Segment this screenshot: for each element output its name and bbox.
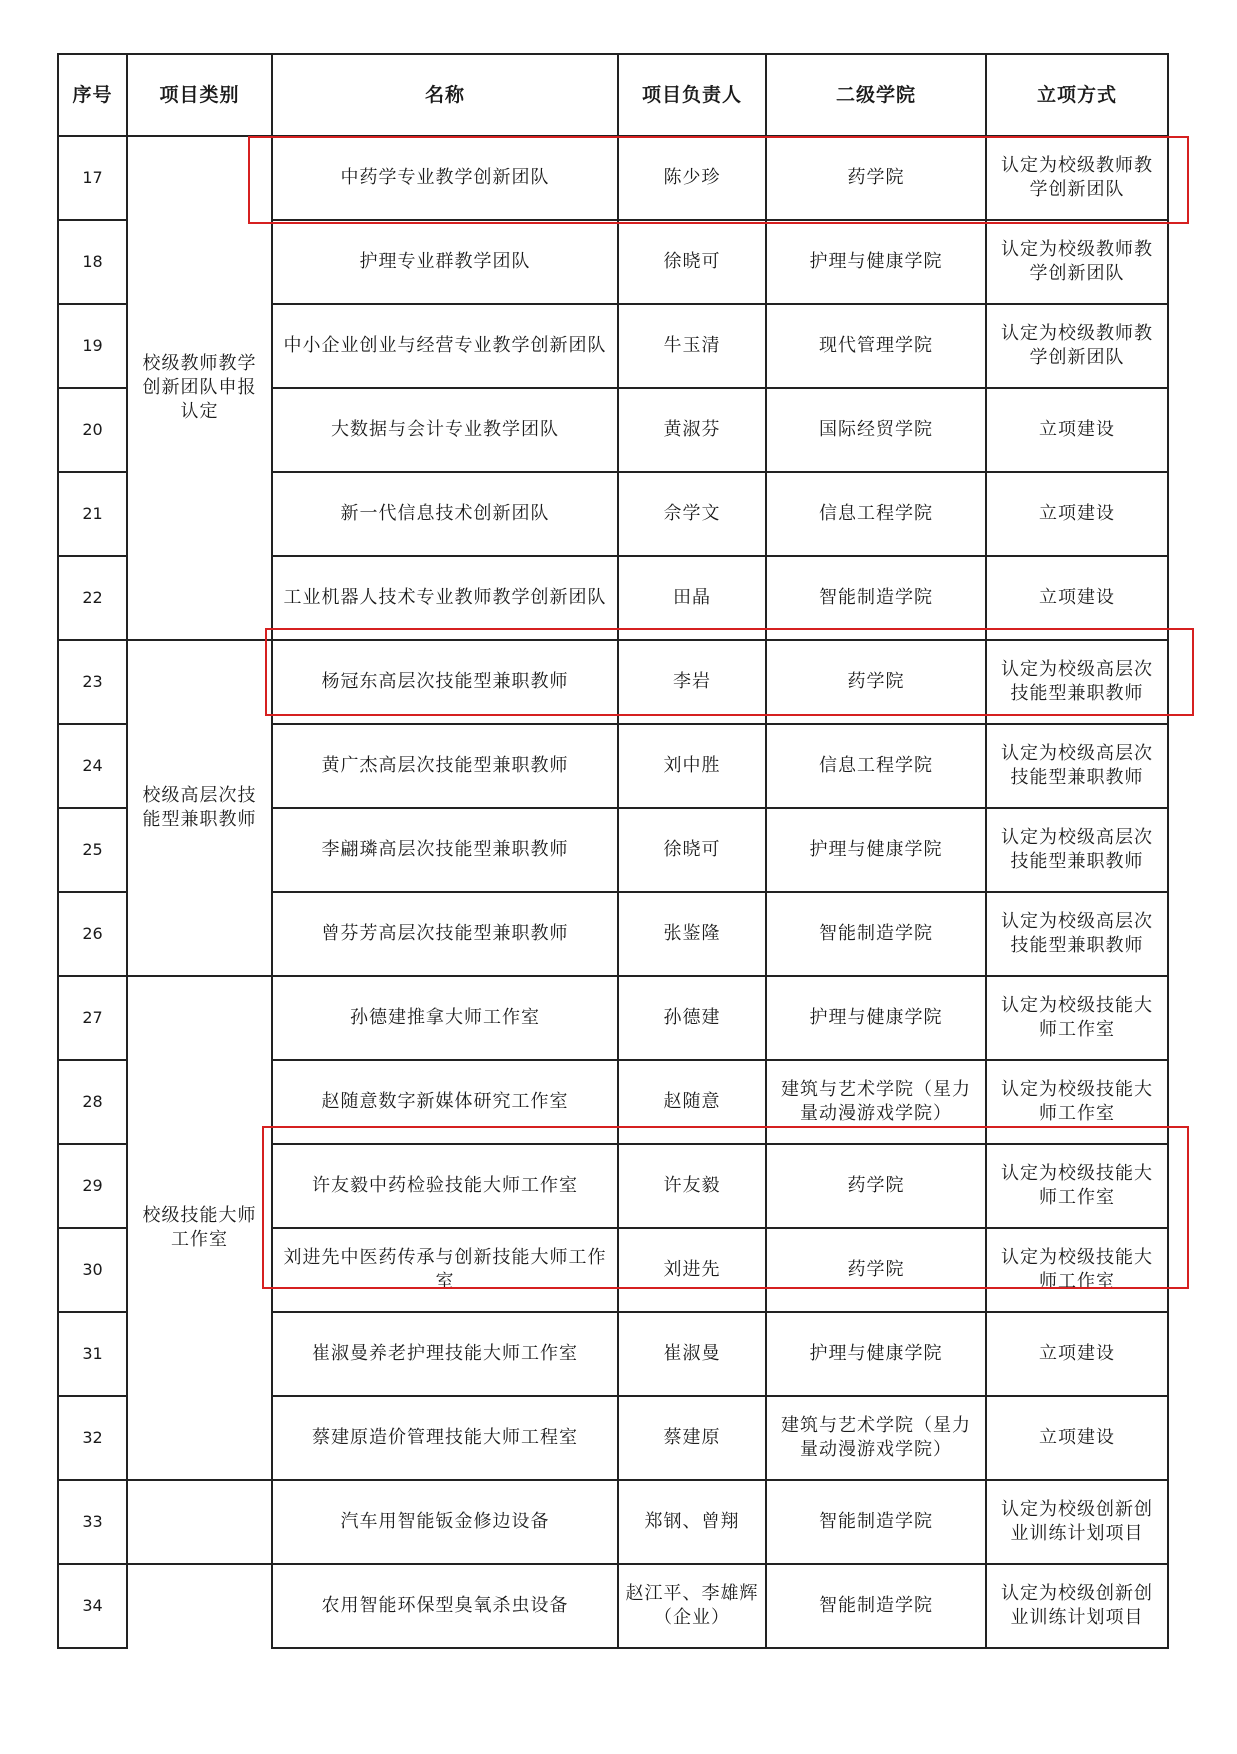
cell-leader: 牛玉清: [618, 304, 766, 388]
cell-leader: 蔡建原: [618, 1396, 766, 1480]
cell-method: 立项建设: [986, 556, 1168, 640]
cell-method: 认定为校级技能大师工作室: [986, 976, 1168, 1060]
cell-method: 认定为校级高层次技能型兼职教师: [986, 640, 1168, 724]
cell-college: 建筑与艺术学院（星力量动漫游戏学院）: [766, 1396, 986, 1480]
cell-seq: 31: [58, 1312, 127, 1396]
category-cell-parttime: 校级高层次技能型兼职教师: [127, 640, 272, 976]
cell-college: 护理与健康学院: [766, 1312, 986, 1396]
cell-seq: 23: [58, 640, 127, 724]
cell-seq: 34: [58, 1564, 127, 1648]
cell-college: 智能制造学院: [766, 1480, 986, 1564]
cell-college: 护理与健康学院: [766, 808, 986, 892]
table-row: [58, 640, 1168, 724]
cell-name: 杨冠东高层次技能型兼职教师: [272, 640, 618, 724]
cell-college: 药学院: [766, 640, 986, 724]
cell-name: 崔淑曼养老护理技能大师工作室: [272, 1312, 618, 1396]
category-cell-blank: [127, 1480, 272, 1564]
cell-college: 护理与健康学院: [766, 220, 986, 304]
cell-method: 认定为校级技能大师工作室: [986, 1060, 1168, 1144]
cell-method: 立项建设: [986, 388, 1168, 472]
category-cell-studio: 校级技能大师工作室: [127, 976, 272, 1480]
cell-seq: 17: [58, 136, 127, 220]
cell-college: 智能制造学院: [766, 1564, 986, 1648]
cell-leader: 刘中胜: [618, 724, 766, 808]
cell-name: 许友毅中药检验技能大师工作室: [272, 1144, 618, 1228]
category-cell-blank: [127, 1564, 272, 1648]
cell-method: 认定为校级技能大师工作室: [986, 1228, 1168, 1312]
cell-name: 黄广杰高层次技能型兼职教师: [272, 724, 618, 808]
cell-seq: 20: [58, 388, 127, 472]
cell-seq: 28: [58, 1060, 127, 1144]
project-table: [57, 53, 1169, 1649]
table-header-row: [58, 54, 1168, 136]
cell-name: 护理专业群教学团队: [272, 220, 618, 304]
cell-seq: 24: [58, 724, 127, 808]
cell-name: 大数据与会计专业教学团队: [272, 388, 618, 472]
cell-method: 认定为校级高层次技能型兼职教师: [986, 892, 1168, 976]
cell-name: 新一代信息技术创新团队: [272, 472, 618, 556]
cell-method: 立项建设: [986, 1396, 1168, 1480]
cell-name: 汽车用智能钣金修边设备: [272, 1480, 618, 1564]
cell-leader: 张鉴隆: [618, 892, 766, 976]
header-category: 项目类别: [127, 54, 272, 136]
cell-method: 认定为校级教师教学创新团队: [986, 220, 1168, 304]
cell-college: 药学院: [766, 1144, 986, 1228]
cell-name: 中小企业创业与经营专业教学创新团队: [272, 304, 618, 388]
cell-leader: 赵随意: [618, 1060, 766, 1144]
cell-seq: 30: [58, 1228, 127, 1312]
cell-method: 认定为校级创新创业训练计划项目: [986, 1564, 1168, 1648]
cell-college: 智能制造学院: [766, 892, 986, 976]
header-method: 立项方式: [986, 54, 1168, 136]
header-seq: 序号: [58, 54, 127, 136]
cell-college: 药学院: [766, 1228, 986, 1312]
cell-seq: 22: [58, 556, 127, 640]
cell-name: 工业机器人技术专业教师教学创新团队: [272, 556, 618, 640]
cell-seq: 33: [58, 1480, 127, 1564]
cell-leader: 徐晓可: [618, 220, 766, 304]
cell-name: 蔡建原造价管理技能大师工程室: [272, 1396, 618, 1480]
cell-seq: 25: [58, 808, 127, 892]
cell-name: 刘进先中医药传承与创新技能大师工作室: [272, 1228, 618, 1312]
table-row: [58, 1480, 1168, 1564]
cell-name: 农用智能环保型臭氧杀虫设备: [272, 1564, 618, 1648]
cell-leader: 陈少珍: [618, 136, 766, 220]
cell-method: 认定为校级技能大师工作室: [986, 1144, 1168, 1228]
cell-name: 曾芬芳高层次技能型兼职教师: [272, 892, 618, 976]
cell-leader: 田晶: [618, 556, 766, 640]
cell-seq: 26: [58, 892, 127, 976]
cell-leader: 李岩: [618, 640, 766, 724]
cell-leader: 孙德建: [618, 976, 766, 1060]
table-row: [58, 1564, 1168, 1648]
table-row: [58, 136, 1168, 220]
cell-leader: 刘进先: [618, 1228, 766, 1312]
cell-leader: 郑钢、曾翔: [618, 1480, 766, 1564]
cell-seq: 21: [58, 472, 127, 556]
cell-method: 认定为校级创新创业训练计划项目: [986, 1480, 1168, 1564]
cell-college: 信息工程学院: [766, 724, 986, 808]
cell-college: 护理与健康学院: [766, 976, 986, 1060]
cell-leader: 许友毅: [618, 1144, 766, 1228]
cell-name: 赵随意数字新媒体研究工作室: [272, 1060, 618, 1144]
cell-seq: 32: [58, 1396, 127, 1480]
cell-college: 智能制造学院: [766, 556, 986, 640]
cell-seq: 27: [58, 976, 127, 1060]
cell-seq: 18: [58, 220, 127, 304]
cell-method: 立项建设: [986, 1312, 1168, 1396]
cell-method: 认定为校级高层次技能型兼职教师: [986, 808, 1168, 892]
cell-method: 认定为校级教师教学创新团队: [986, 136, 1168, 220]
header-college: 二级学院: [766, 54, 986, 136]
cell-leader: 崔淑曼: [618, 1312, 766, 1396]
category-cell-team: 校级教师教学创新团队申报认定: [127, 136, 272, 640]
cell-leader: 佘学文: [618, 472, 766, 556]
cell-name: 中药学专业教学创新团队: [272, 136, 618, 220]
cell-college: 建筑与艺术学院（星力量动漫游戏学院）: [766, 1060, 986, 1144]
header-name: 名称: [272, 54, 618, 136]
cell-name: 孙德建推拿大师工作室: [272, 976, 618, 1060]
cell-college: 药学院: [766, 136, 986, 220]
cell-method: 认定为校级教师教学创新团队: [986, 304, 1168, 388]
cell-leader: 赵江平、李雄辉（企业）: [618, 1564, 766, 1648]
header-leader: 项目负责人: [618, 54, 766, 136]
cell-name: 李翩璘高层次技能型兼职教师: [272, 808, 618, 892]
cell-college: 现代管理学院: [766, 304, 986, 388]
cell-seq: 19: [58, 304, 127, 388]
table-row: [58, 976, 1168, 1060]
cell-seq: 29: [58, 1144, 127, 1228]
cell-leader: 徐晓可: [618, 808, 766, 892]
cell-method: 认定为校级高层次技能型兼职教师: [986, 724, 1168, 808]
cell-college: 信息工程学院: [766, 472, 986, 556]
cell-method: 立项建设: [986, 472, 1168, 556]
cell-college: 国际经贸学院: [766, 388, 986, 472]
cell-leader: 黄淑芬: [618, 388, 766, 472]
